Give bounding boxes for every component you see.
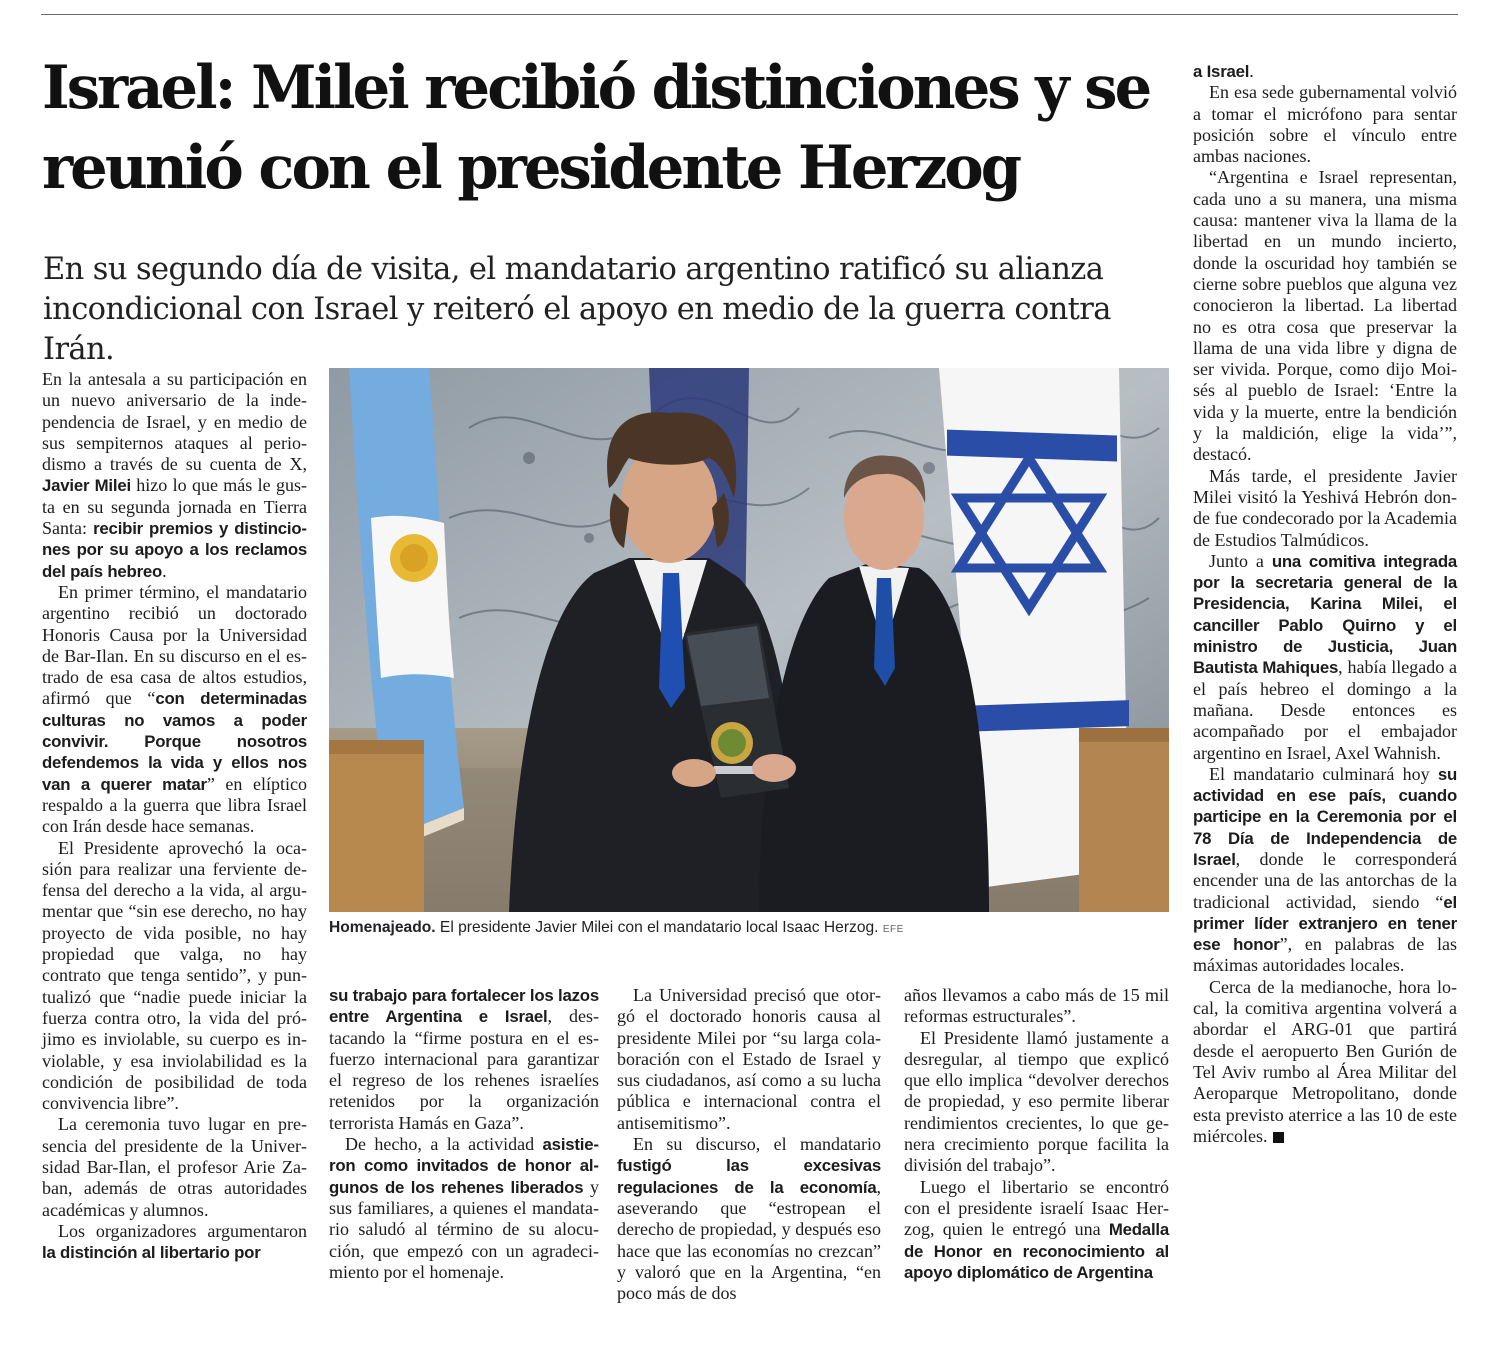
photo-caption (329, 918, 1169, 940)
paragraph: La Universidad precisó que otorgó el doctorado honoris causa al presidente Milei por “su larga colaboración con el Estado de Israel y sus ciudadanos, así como a su lucha pública e internacional contra el antisemitismo”. (617, 985, 881, 1133)
paragraph: El Presidente llamó justamente a desregular, al tiempo que explicó que ello implica “devolver derechos de propiedad, y eso permite liberar rendimientos crecientes, lo que genera crecimiento porque facilita la división del trabajo”. (904, 1027, 1169, 1176)
article-column-1 (42, 369, 307, 1263)
paragraph: De hecho, a la actividad asistieron como invitados de honor algunos de los rehenes liberados y sus familiares, a quienes el mandatario saludó al término de su alocución, que empezó con un agradecimiento por el homenaje. (329, 1134, 599, 1282)
caption-lead: Homenajeado. (329, 919, 436, 936)
paragraph: Luego el libertario se encontró con el presidente israelí Isaac Herzog, quien le entregó una Medalla de Honor en reconocimiento al apoyo diplomático de Argentina (904, 1176, 1169, 1282)
caption-text: El presidente Javier Milei con el mandatario local Isaac Herzog. (435, 919, 879, 936)
paragraph: Cerca de la medianoche, hora local, la comitiva argentina volverá a abordar el ARG-01 que partirá desde el aeropuerto Ben Gurión de Tel Aviv rumbo al Área Militar del Aeroparque Metropolitano, donde esta previsto aterrice a las 10 de este miércoles. (1193, 976, 1457, 1146)
deck-subtitle: En su segundo día de visita, el mandatario argentino ratificó su alianza incondicional con Israel y reiteró el apoyo en medio de la guerra contra Irán. (43, 252, 1111, 367)
paragraph: El Presidente aprovechó la ocasión para realizar una ferviente defensa del derecho a la vida, al argumentar que “sin ese derecho, no hay proyecto de vida posible, no hay propiedad que valga, no hay contrato que tenga sentido”, y puntualizó que “nadie puede iniciar la fuerza contra otro, la vida del prójimo es inviolable, su cuerpo es inviolable, y esa inviolabilidad es la condición de posibilidad de toda convivencia libre”. (42, 837, 307, 1114)
paragraph: La ceremonia tuvo lugar en presencia del presidente de la Universidad Bar-Ilan, el profesor Arie Zaban, además de otras autoridades académicas y alumnos. (42, 1114, 307, 1220)
paragraph: En la antesala a su participación en un nuevo aniversario de la independencia de Israel, y en medio de sus sempiternos ataques al periodismo a través de su cuenta de X, Javier Milei hizo lo que más le gusta en su segunda jornada en Tierra Santa: recibir premios y distinciones por su apoyo a los reclamos del país hebreo. (42, 369, 307, 581)
paragraph: años llevamos a cabo más de 15 mil reformas estructurales”. (904, 985, 1169, 1027)
paragraph: En su discurso, el mandatario fustigó las excesivas regulaciones de la economía, aseverando que “estropean el derecho de propiedad, y después eso hace que las economías no crezcan” y valoró que en la Argentina, “en poco más de dos (617, 1134, 881, 1304)
paragraph: Los organizadores argumentaron la distinción al libertario por (42, 1220, 307, 1263)
paragraph: Más tarde, el presidente Javier Milei visitó la Yeshivá Hebrón donde fue condecorado por la Academia de Estudios Talmúdicos. (1193, 465, 1457, 550)
paragraph: El mandatario culminará hoy su actividad en ese país, cuando participe en la Ceremonia por el 78 Día de Independencia de Israel, donde le corresponderá encender una de las antorchas de la tradicional actividad, siendo “el primer líder extranjero en tener ese honor”, en palabras de las máximas autoridades locales. (1193, 763, 1457, 976)
photo-credit: EFE (882, 924, 904, 935)
article-column-3 (617, 985, 881, 1304)
top-rule (41, 14, 1458, 15)
article-column-4 (904, 985, 1169, 1283)
article-column-2 (329, 985, 599, 1283)
paragraph: Junto a una comitiva integrada por la secretaria general de la Presidencia, Karina Milei, el canciller Pablo Quirno y el ministro de Justicia, Juan Bautista Mahiques, había llegado a el país hebreo el domingo a la mañana. Desde entonces es acompañado por el embajador argentino en Israel, Axel Wahnish. (1193, 550, 1457, 763)
paragraph: su trabajo para fortalecer los lazos entre Argentina e Israel, destacando la “firme postura en el esfuerzo internacional para garantizar el regreso de los rehenes israelíes retenidos por la organización terrorista Hamás en Gaza”. (329, 986, 599, 1133)
paragraph: a Israel. (1193, 61, 1254, 81)
paragraph: En primer término, el mandatario argentino recibió un doctorado Honoris Causa por la Universidad de Bar-Ilan. En su discurso en el estrado de esa casa de altos estudios, afirmó que “con determinadas culturas no vamos a poder convivir. Porque nosotros defendemos la vida y ellos nos van a querer matar” en elíptico respaldo a la guerra que libra Israel con Irán desde hace semanas. (42, 581, 307, 837)
article-column-5 (1193, 61, 1457, 1147)
headline: Israel: Milei recibió distinciones y se reunió con el presidente Herzog (42, 53, 1150, 203)
article-photo (329, 368, 1169, 912)
end-of-article-mark (1273, 1132, 1284, 1143)
paragraph: “Argentina e Israel representan, cada uno a su manera, una misma causa: mantener viva la llama de la libertad en un mundo incierto, donde la oscuridad hoy también se cierne sobre pueblos que alguna vez conocieron la libertad. La libertad no es otra cosa que preservar la llama de una vida libre y digna de ser vivida. Porque, como dijo Moisés al pueblo de Israel: ‘Entre la vida y la muerte, entre la bendición y la maldición, elige la vida’”, destacó. (1193, 167, 1457, 465)
paragraph: En esa sede gubernamental volvió a tomar el micrófono para sentar posición sobre el vínculo entre ambas naciones. (1193, 82, 1457, 167)
